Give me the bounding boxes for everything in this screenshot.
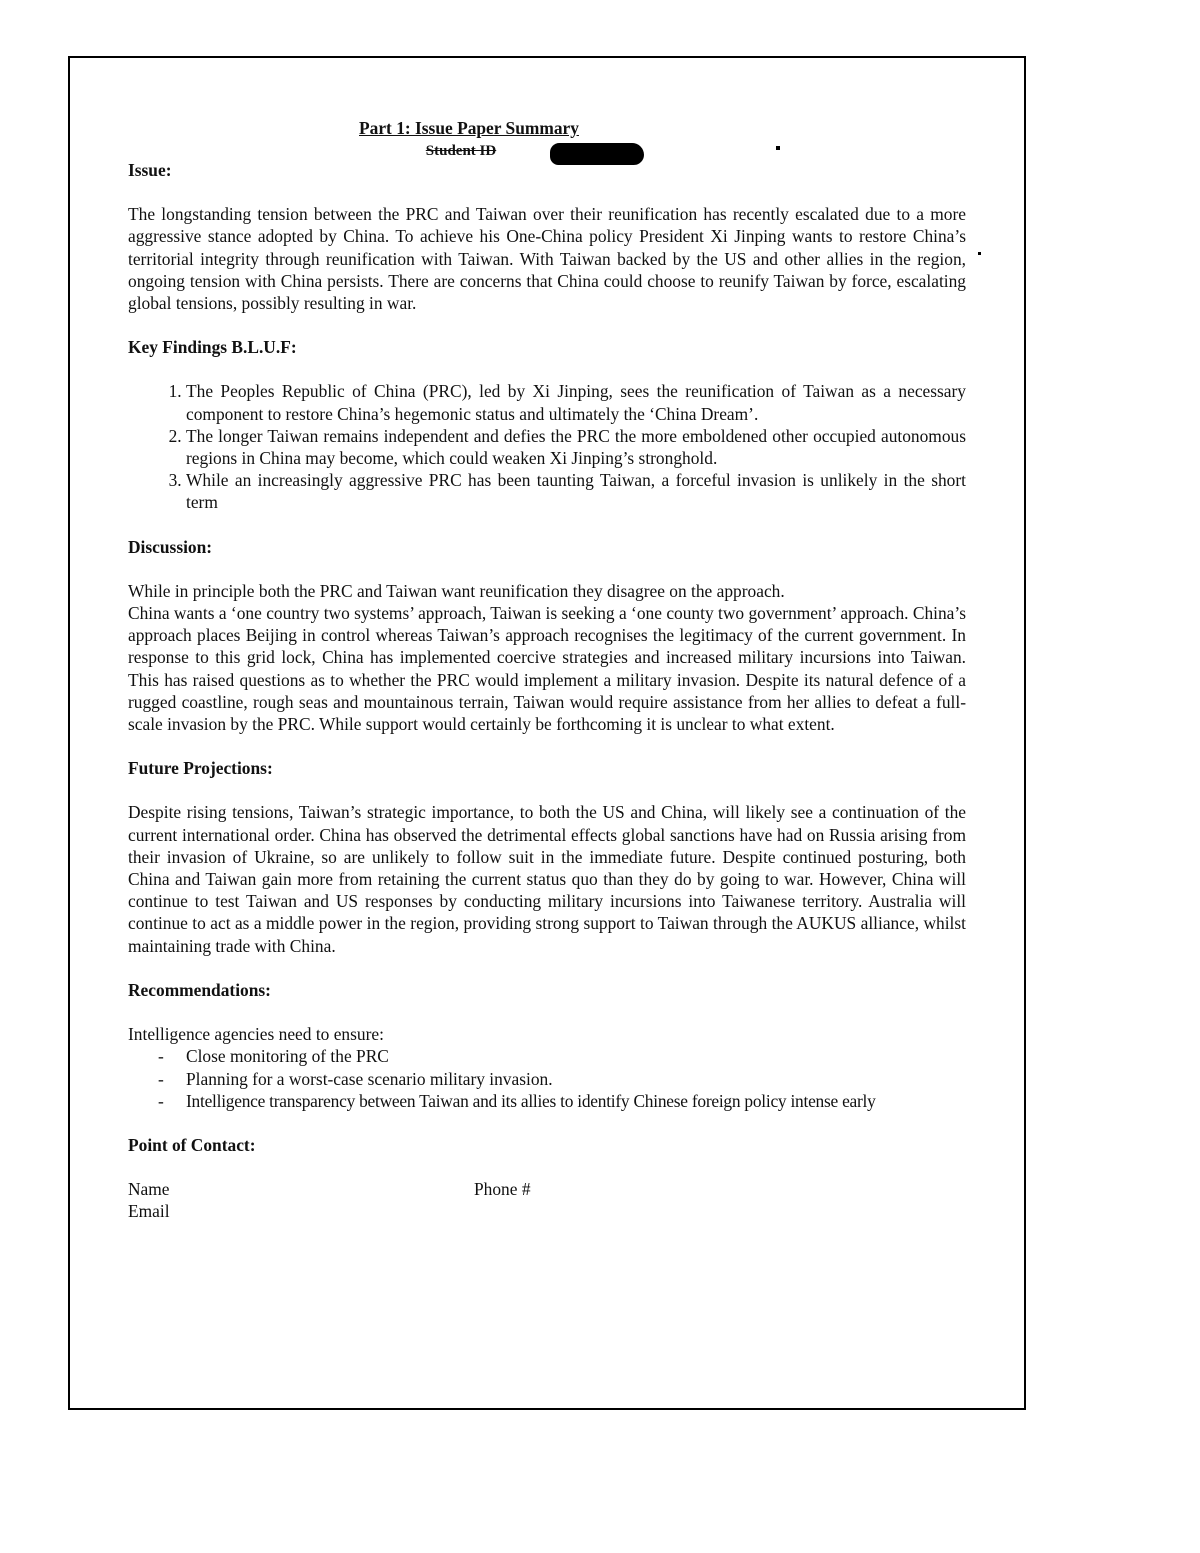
list-item (128, 1090, 966, 1112)
point-of-contact-heading: Point of Contact: (128, 1134, 256, 1155)
issue-text: The longstanding tension between the PRC and Taiwan over their reunification has recently escalated due to a more aggressive stance adopted by China. To achieve his One-China policy President Xi Jinping wants to restore China’s territorial integrity through reunification with Taiwan. With Taiwan backed by the US and other allies in the region, ongoing tension with China persists. There are concerns that China could choose to reunify Taiwan by force, escalating global tensions, possibly resulting in war. (128, 204, 966, 314)
document-body (128, 117, 966, 1222)
contact-email-label: Email (128, 1201, 170, 1222)
discussion-intro: While in principle both the PRC and Taiwan want reunification they disagree on the approach. (128, 580, 785, 601)
dash-bullet: - (158, 1046, 164, 1067)
list-item-text: Planning for a worst-case scenario military invasion. (186, 1068, 553, 1089)
redaction-mark (550, 143, 644, 165)
key-findings-heading: Key Findings B.L.U.F: (128, 337, 297, 358)
contact-phone-label: Phone # (474, 1179, 531, 1200)
list-item (128, 1068, 966, 1090)
list-item-text: Intelligence transparency between Taiwan and its allies to identify Chinese foreign policy intense early (186, 1090, 876, 1111)
recommendations-heading: Recommendations: (128, 979, 271, 1000)
future-projections-heading: Future Projections: (128, 758, 273, 779)
contact-name-label: Name (128, 1179, 170, 1200)
dash-bullet: - (158, 1068, 164, 1089)
key-findings-list (128, 380, 966, 513)
list-item: 1. The Peoples Republic of China (PRC), led by Xi Jinping, sees the reunification of Taiwan as a necessary component to restore China’s hegemonic status and ultimately the ‘China Dream’. (186, 380, 966, 424)
recommendations-list (128, 1045, 966, 1112)
page-title: Part 1: Issue Paper Summary (359, 118, 579, 138)
stray-mark (978, 252, 981, 255)
list-item: 2. The longer Taiwan remains independent and defies the PRC the more emboldened other occupied autonomous regions in China may become, which could weaken Xi Jinping’s stronghold. (186, 425, 966, 469)
list-item: 3. While an increasingly aggressive PRC has been taunting Taiwan, a forceful invasion is unlikely in the short term (186, 469, 966, 513)
list-item (128, 1045, 966, 1067)
issue-heading: Issue: (128, 160, 172, 180)
student-id-label: Student ID (425, 143, 497, 159)
discussion-text: China wants a ‘one country two systems’ approach, Taiwan is seeking a ‘one county two government’ approach. China’s approach places Beijing in control whereas Taiwan’s approach recognises the legitimacy of the current government. In response to this grid lock, China has implemented coercive strategies and increased military incursions into Taiwan. This has raised questions as to whether the PRC would implement a military invasion. Despite its natural defence of a rugged coastline, rough seas and mountainous terrain, Taiwan would require assistance from her allies to defeat a full-scale invasion by the PRC. While support would certainly be forthcoming it is unclear to what extent. (128, 603, 966, 735)
discussion-heading: Discussion: (128, 536, 213, 557)
dash-bullet: - (158, 1090, 164, 1111)
contact-row (128, 1178, 966, 1200)
student-id-line (0, 139, 938, 159)
recommendations-intro: Intelligence agencies need to ensure: (128, 1024, 384, 1045)
future-projections-text: Despite rising tensions, Taiwan’s strategic importance, to both the US and China, will likely see a continuation of the current international order. China has observed the detrimental effects global sanctions have had on Russia arising from their invasion of Ukraine, so are unlikely to follow suit in the immediate future. Despite continued posturing, both China and Taiwan gain more from retaining the current status quo than they do by going to war. However, China will continue to test Taiwan and US responses by conducting military incursions into Taiwanese territory. Australia will continue to act as a middle power in the region, providing strong support to Taiwan through the AUKUS alliance, whilst maintaining trade with China. (128, 802, 966, 956)
list-item-text: Close monitoring of the PRC (186, 1046, 389, 1067)
